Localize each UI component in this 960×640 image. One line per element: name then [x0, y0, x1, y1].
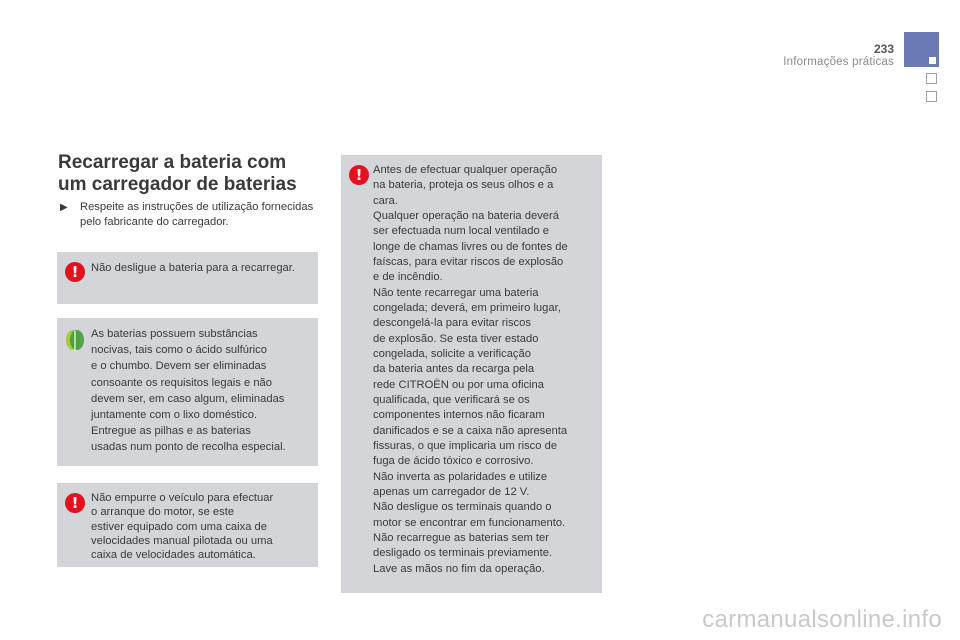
warning-text: Antes de efectuar qualquer operação na bateria, proteja os seus olhos e a cara. Qualquer operação na bateria deverá ser efectuada num local ventilado e longe de chamas livres ou de fontes de faíscas, para evitar riscos de explosão e de incêndio. Não tente recarregar uma bateria congelada; deverá, em primeiro lugar, descongelá-la para evitar riscos de explosão. Se esta tiver estado congelada, solicite a verificação da bateria antes da recarga pela rede CITROËN ou por uma oficina qualificada, que verificará se os componentes internos não ficaram danificados e se a caixa não apresenta fissuras, o que implicaria um risco de fuga de ácido tóxico e corrosivo. Não inverta as polaridades e utilize apenas um carregador de 12 V. Não desligue os terminais quando o motor se encontrar em funcionamento. Não recarregue as baterias sem ter desligado os terminais previamente. Lave as mãos no fim da operação. — [373, 164, 568, 575]
warning-icon: ! — [349, 165, 369, 185]
chapter-tab[interactable] — [926, 73, 937, 84]
instruction-bullet — [60, 200, 320, 230]
bullet-arrow-icon: ▶ — [60, 202, 68, 213]
warning-box — [57, 483, 318, 567]
chapter-tab[interactable] — [926, 91, 937, 102]
watermark: carmanualsonline.info — [702, 606, 942, 633]
warning-icon: ! — [65, 493, 85, 513]
page-number: 233 — [873, 42, 894, 56]
chapter-tab-active[interactable] — [904, 32, 939, 67]
warning-box — [57, 252, 318, 304]
warning-icon: ! — [65, 262, 85, 282]
environment-text: As baterias possuem substâncias nocivas, tais como o ácido sulfúrico e o chumbo. Devem ser eliminadas consoante os requisitos legais e não devem ser, em caso algum, eliminadas juntamente com o lixo doméstico. Entregue as pilhas e as baterias usadas num ponto de recolha especial. — [91, 328, 286, 454]
section-title: Informações práticas — [783, 56, 894, 68]
bullet-text: Respeite as instruções de utilização fornecidas pelo fabricante do carregador. — [80, 201, 314, 228]
page-heading: Recarregar a bateria com um carregador de baterias — [58, 152, 297, 195]
warning-text: Não empurre o veículo para efectuar o arranque do motor, se este estiver equipado com uma caixa de velocidades manual pilotada ou uma caixa de velocidades automática. — [91, 492, 274, 562]
warning-box — [341, 155, 602, 593]
warning-text: Não desligue a bateria para a recarregar. — [91, 262, 295, 274]
tab-dot-icon — [929, 57, 936, 64]
eco-leaf-icon — [64, 328, 86, 352]
environment-box — [57, 318, 318, 466]
